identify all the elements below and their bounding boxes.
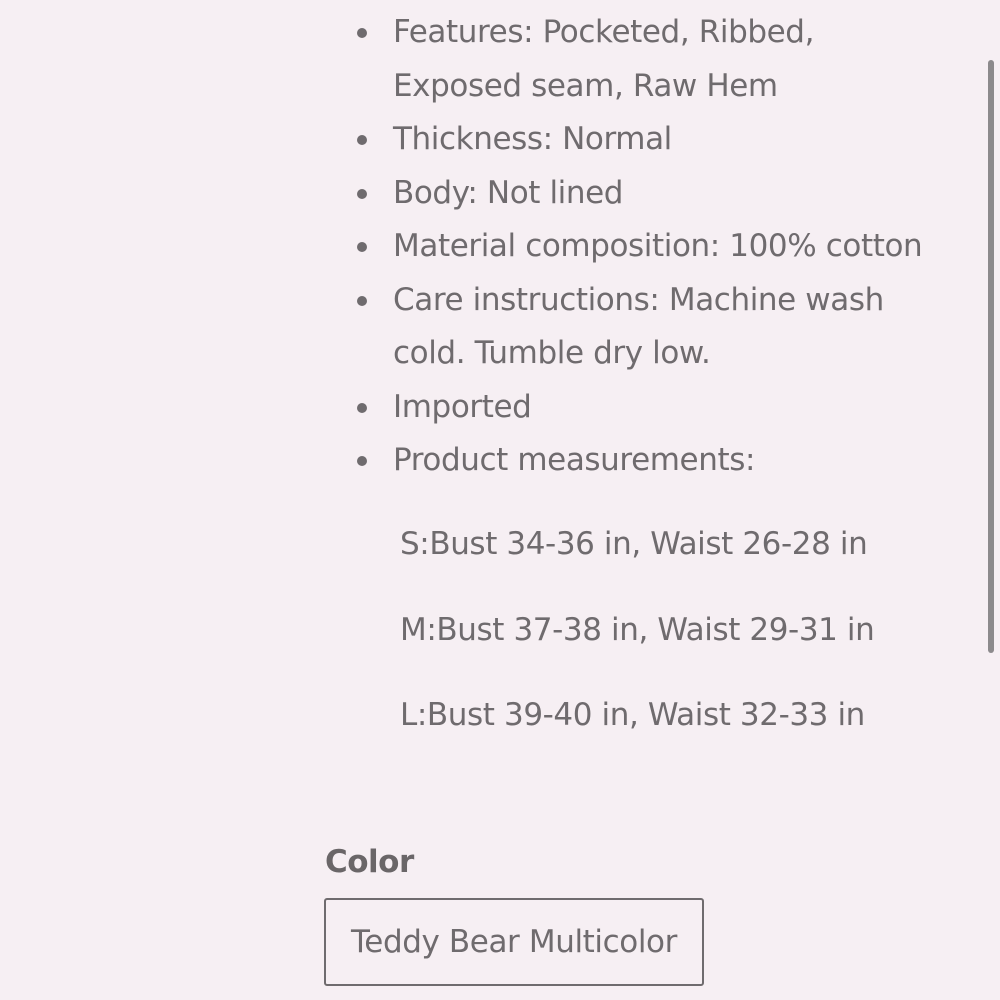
measurement-size-l: L:Bust 39-40 in, Waist 32-33 in [400,697,865,733]
color-option-button[interactable]: Teddy Bear Multicolor [324,898,704,986]
detail-body: Body: Not lined [393,174,624,211]
bullet-icon [357,456,367,466]
bullet-icon [357,189,367,199]
bullet-icon [357,135,367,145]
detail-features: Features: Pocketed, Ribbed, Exposed seam, Raw Hem [393,14,815,104]
bullet-icon [357,296,367,306]
detail-thickness: Thickness: Normal [393,121,672,157]
list-item [355,167,940,221]
measurement-size-m: M:Bust 37-38 in, Waist 29-31 in [400,612,875,648]
page-scrollbar[interactable] [988,60,994,653]
bullet-icon [357,28,367,38]
color-label: Color [325,844,414,880]
list-item [355,6,940,113]
list-item [355,220,940,274]
detail-material: Material composition: 100% cotton [393,228,923,264]
detail-origin: Imported [393,388,532,425]
bullet-icon [357,403,367,413]
list-item [355,113,940,167]
product-details-list [355,6,940,488]
list-item [355,381,940,435]
list-item [355,434,940,488]
detail-measurements-heading: Product measurements: [393,442,756,478]
bullet-icon [357,242,367,252]
list-item [355,274,940,381]
measurement-size-s: S:Bust 34-36 in, Waist 26-28 in [400,526,868,562]
detail-care: Care instructions: Machine wash cold. Tumble dry low. [393,281,884,371]
